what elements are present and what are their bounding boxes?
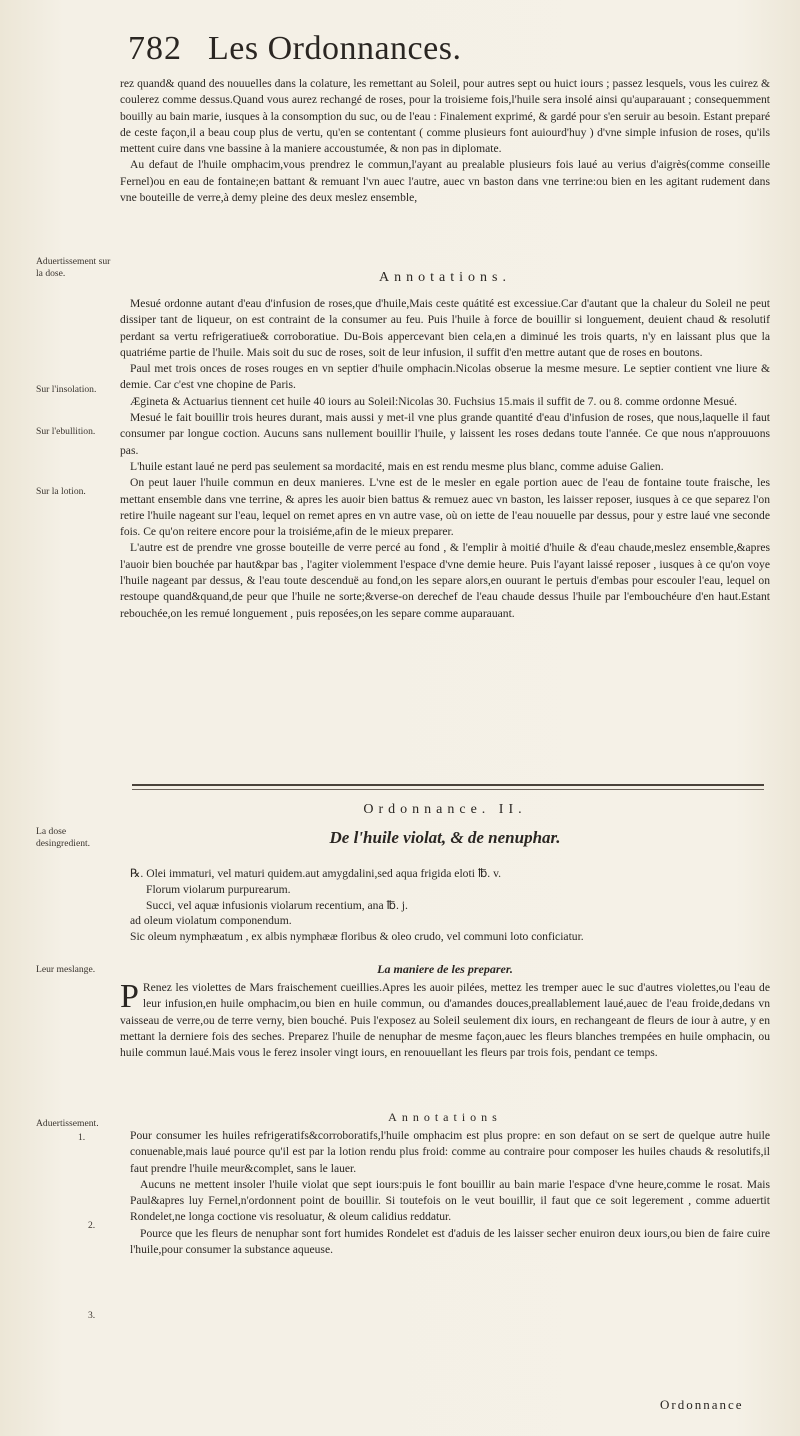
paragraph: Renez les violettes de Mars fraischement cueillies.Apres les auoir pilées, mettez les tremper auec le suc d'autres violettes,ou l'eau de leur infusion,en huile omphacim,ou bien en huile commun, ou d'amandes douces,preallablement laué,auec de l'eau froide,dedans vn vaisseau de verre,ou de terre verny, bien bouché. Puis l'exposez au Soleil seulement dix iours, en rechangeant de fleurs de iour à autre, y en mettant la derniere fois des seches. Preparez l'huile de nenuphar de mesme façon,auec les fleurs blanches trempées en huile omphacin, ou huile commun laué.Mais vous le ferez insoler vingt iours, en renouuellant les fleurs par trois fois, pendant ce temps. <box>120 981 770 1060</box>
running-head: Les Ordonnances. <box>208 30 462 67</box>
margin-note: Sur la lotion. <box>36 486 86 497</box>
divider-rule <box>132 784 764 786</box>
paragraph: Pource que les fleurs de nenuphar sont fort humides Rondelet est d'aduis de les laisser secher enuiron deux iours,ou bien de faire cuire l'huile,pour consumer la substance aqueuse. <box>130 1226 770 1257</box>
text-block-3 <box>130 1128 770 1258</box>
paragraph: Aucuns ne mettent insoler l'huile violat que sept iours:puis le font bouillir au bain marie l'espace d'vne heure,comme le rosat. Mais Paul&apres luy Fernel,n'ordonnent point de bouillir. Si toutefois on le veut bouillir, il faut que ce soit legerement , comme aduertit Rondelet,ne longa coctione vis resoluatur, & oleum calidius reddatur. <box>130 1177 770 1224</box>
annotations-heading: Annotations. <box>379 270 511 285</box>
recipe-line: Florum violarum purpurearum. <box>146 882 291 896</box>
margin-note: Sur l'insolation. <box>36 384 97 395</box>
paragraph: On peut lauer l'huile commun en deux manieres. L'vne est de le mesler en egale portion auec de l'eau de fontaine toute fraische, les mettant ensemble dans vne terrine, & apres les auoir bien battus & remuez auec vn baston, les laisser reposer, iusques à ce que separez l'on retire l'huile nageant sur l'eau, lequel on remet apres en vn autre vase, où on iette de l'eau nouuelle par dessus, pour y estre laué vne seconde fois. Ce qu'on reitere encore pour la troisiéme,afin de le mieux preparer. <box>120 476 770 539</box>
margin-note: 3. <box>88 1310 96 1321</box>
recipe-line: ℞. Olei immaturi, vel maturi quidem.aut amygdalini,sed aqua frigida eloti ℔. v. <box>130 867 502 880</box>
paragraph: Ægineta & Actuarius tiennent cet huile 40 iours au Soleil:Nicolas 30. Fuchsius 15.mais il suffit de 7. ou 8. comme ordonne Mesué. <box>130 394 738 408</box>
margin-note: Aduertissement sur la dose. <box>36 256 111 279</box>
margin-note: La dose desingredient. <box>36 826 91 849</box>
divider-rule <box>132 789 764 790</box>
ordonnance-title: De l'huile violat, & de nenuphar. <box>329 828 561 847</box>
paragraph: Au defaut de l'huile omphacim,vous prendrez le commun,l'ayant au prealable plusieurs fois laué au verius d'aigrès(comme conseille Fernel)ou en eau de fontaine;en battant & remuant l'vn auec l'autre, auec vn baston dans vne terrine:ou bien en les agitant rudement dans vne bouteille de verre,à demy pleine des deux meslez ensemble, <box>120 158 770 205</box>
recipe-block <box>130 866 770 945</box>
margin-note: Leur meslange. <box>36 964 96 975</box>
catchword: Ordonnance <box>660 1397 744 1412</box>
recipe-line: Succi, vel aquæ infusionis violarum recentium, ana ℔. j. <box>146 898 408 912</box>
paragraph: L'huile estant laué ne perd pas seulement sa mordacité, mais en est rendu mesme plus blanc, comme aduise Galien. <box>130 459 664 473</box>
page-header <box>128 30 768 74</box>
recipe-line: ad oleum violatum componendum. <box>130 914 292 928</box>
margin-note: 2. <box>88 1220 96 1231</box>
ordonnance-heading: Ordonnance. II. <box>363 802 527 817</box>
paragraph: Pour consumer les huiles refrigeratifs&corroboratifs,l'huile omphacim est plus propre: en son defaut on se sert de quelque autre huile conuenable,mais laué pource qu'il est par la lotion rendu plus froid: comme au contraire pour composer les huiles chauds & resolutifs,il faut prendre l'huile meur&complet, sans le lauer. <box>130 1129 770 1175</box>
paragraph: Paul met trois onces de roses rouges en vn septier d'huile omphacin.Nicolas obserue la mesme mesure. Le septier contient vne liure & demie. Car c'est vne chopine de Paris. <box>120 362 770 392</box>
text-block-2 <box>120 296 770 622</box>
margin-note: 1. <box>78 1132 86 1143</box>
text-block-1 <box>120 76 770 206</box>
paragraph: Mesué le fait bouillir trois heures durant, mais aussi y met-il vne plus grande quantité d'eau d'infusion de roses, que nous,laquelle il faut consumer par longue coction. Aucuns sans nullement bouillir l'huile, y laissent les roses dedans toute l'année. Ce que nous n'approuuons pas. <box>120 411 770 457</box>
paragraph: rez quand& quand des nouuelles dans la colature, les remettant au Soleil, pour autres sept ou huict iours ; passez lesquels, vous les cuirez & coulerez comme dessus.Quand vous aurez rechangé de roses, pour la troisieme fois,l'huile sera insolé ainsi qu'auparauant ; consequemment bouilly au bain marie, iusques à la consomption du suc, ou de l'eau : Finalement exprimé, & gardé pour s'en seruir au besoin. Estant preparé de ceste façon,il a beau coup plus de vertu, qu'en se contentant ( comme plusieurs font auiourd'huy ) d'vne simple infusion de roses, qu'ils mettent cuire dans vne bassine à la maniere accoustumée, & non pas in diplomate. <box>120 77 770 156</box>
paragraph: Mesué ordonne autant d'eau d'infusion de roses,que d'huile,Mais ceste quátité est excessiue.Car d'autant que la chaleur du Soleil ne peut dissiper tant de liqueur, on est contraint de la consumer au feu. Puis l'huile à force de bouillir si longuement, deuient chaud & resolutif perdant sa vertu refrigeratiue& corroboratiue. Du-Bois appercevant bien cela,en a diminué les trois quarts, n'y en laissant plus que la quatriéme partie de l'huile. Mais soit du suc de roses, soit de leur infusion, il suffit d'en mettre autant que de roses en boutons. <box>120 297 770 359</box>
preparation-text <box>120 980 770 1061</box>
paragraph: L'autre est de prendre vne grosse bouteille de verre percé au fond , & l'emplir à moitié d'huile & d'eau chaude,meslez ensemble,&apres l'auoir bien bouchée par haut&par bas , l'agiter violemment l'espace d'vne demie heure. Puis l'ayant laissé reposer , iusques à ce qu'on voye l'huile nageant par dessus, & l'eau toute descenduë au fond,on les separe alors,en ouurant le pertuis d'embas pour escouler l'eau, lequel on restoupe quand&quand,de peur que l'huile ne sorte;&verse-on derechef de l'eau chaude dessus l'huile par l'embouchéure d'en haut.Estant rebouchée,on les remué longuement , puis reposées,on les separe comme auparauant. <box>120 541 770 620</box>
annotations-heading: Annotations <box>388 1110 502 1124</box>
page-number: 782 <box>128 30 182 67</box>
recipe-line: Sic oleum nymphæatum , ex albis nymphææ floribus & oleo crudo, vel communi loto conficiatur. <box>130 930 584 944</box>
preparation-heading: La maniere de les preparer. <box>377 962 513 976</box>
drop-cap: P <box>120 978 139 1015</box>
margin-note: Aduertissement. <box>36 1118 99 1129</box>
margin-note: Sur l'ebullition. <box>36 426 96 437</box>
